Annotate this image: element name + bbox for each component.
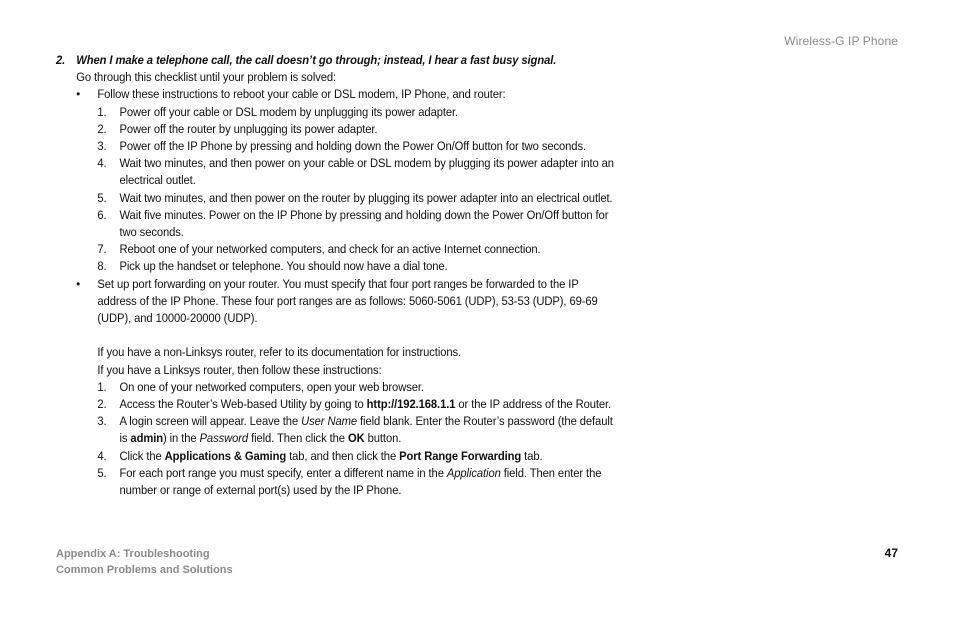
step-number: 3.: [97, 414, 107, 429]
text-run: button.: [364, 431, 402, 446]
footer-section-info: [56, 546, 233, 578]
step-number: 8.: [97, 259, 107, 274]
step-text: [119, 465, 617, 499]
reboot-step: [56, 121, 617, 138]
question-number: 2.: [56, 53, 66, 67]
spacer: [56, 327, 617, 344]
tab-name-applications-gaming: Applications & Gaming: [164, 448, 287, 463]
step-number: 1.: [97, 379, 107, 394]
linksys-step: [56, 379, 617, 396]
text-run: field. Then enter the number or range of external port(s) used by the IP Phone.: [119, 465, 602, 498]
reboot-step: [56, 258, 617, 275]
router-url: http://192.168.1.1: [366, 397, 456, 412]
step-number: 6.: [97, 207, 107, 222]
text-run: For each port range you must specify, enter a different name in the: [119, 465, 447, 480]
page-content: [56, 52, 617, 499]
non-linksys-note: If you have a non-Linksys router, refer to its documentation for instructions.: [97, 345, 462, 360]
linksys-step: [56, 396, 617, 413]
reboot-step: [56, 155, 617, 189]
step-number: 7.: [97, 242, 107, 257]
step-number: 4.: [97, 448, 107, 463]
step-number: 4.: [97, 156, 107, 171]
field-name-application: Application: [446, 465, 501, 480]
text-run: tab.: [521, 448, 543, 463]
bullet-text: Follow these instructions to reboot your cable or DSL modem, IP Phone, and router:: [97, 87, 506, 102]
reboot-step: [56, 241, 617, 258]
step-text: Power off the IP Phone by pressing and holding down the Power On/Off button for two seconds.: [119, 139, 586, 154]
linksys-step: [56, 413, 617, 447]
question-heading: [56, 52, 617, 69]
step-text: [119, 396, 617, 413]
step-text: Reboot one of your networked computers, and check for an active Internet connection.: [119, 242, 541, 257]
reboot-step: [56, 138, 617, 155]
footer-appendix-title: Appendix A: Troubleshooting: [56, 548, 210, 560]
step-number: 1.: [97, 104, 107, 119]
step-number: 5.: [97, 465, 107, 480]
step-text: Pick up the handset or telephone. You should now have a dial tone.: [119, 259, 448, 274]
question-title: When I make a telephone call, the call doesn’t go through; instead, I hear a fast busy signal.: [76, 53, 557, 67]
step-text: Wait two minutes, and then power on the router by plugging its power adapter into an electrical outlet.: [119, 190, 613, 205]
step-number: 5.: [97, 190, 107, 205]
bullet-text: Set up port forwarding on your router. You must specify that four port ranges be forwarded to the IP address of the IP Phone. These four port ranges are as follows: 5060-5061 (UDP), 53-53 (UDP), 69-69 (UDP), and 10000-20000 (UDP).: [97, 276, 598, 326]
step-number: 2.: [97, 397, 107, 412]
text-run: Click the: [119, 448, 165, 463]
step-text: Power off the router by unplugging its power adapter.: [119, 121, 378, 136]
text-run: field blank. Enter the Router’s password (the default is: [119, 414, 613, 446]
text-run: A login screen will appear. Leave the: [119, 414, 302, 429]
bullet-symbol: •: [76, 276, 81, 291]
reboot-step: [56, 207, 617, 241]
step-text: On one of your networked computers, open your web browser.: [119, 379, 424, 394]
page-number: 47: [884, 546, 898, 560]
bullet-port-forwarding: [56, 276, 617, 328]
reboot-step: [56, 190, 617, 207]
reboot-step: [56, 104, 617, 121]
step-text: Wait two minutes, and then power on your cable or DSL modem by plugging its power adapter into an electrical outlet.: [119, 156, 614, 188]
header-product-title: Wireless-G IP Phone: [784, 34, 898, 48]
step-number: 2.: [97, 121, 107, 136]
tab-name-port-range-forwarding: Port Range Forwarding: [399, 448, 522, 463]
step-text: Wait five minutes. Power on the IP Phone by pressing and holding down the Power On/Off button for two seconds.: [119, 207, 609, 240]
text-run: or the IP address of the Router.: [455, 397, 612, 412]
text-run: Access the Router’s Web-based Utility by going to: [119, 397, 367, 412]
linksys-step: [56, 465, 617, 499]
bullet-reboot: [56, 86, 617, 103]
ok-button-label: OK: [347, 431, 365, 446]
intro-text: Go through this checklist until your problem is solved:: [76, 70, 337, 85]
step-text: [119, 448, 617, 465]
linksys-note: If you have a Linksys router, then follow these instructions:: [97, 362, 382, 377]
step-number: 3.: [97, 139, 107, 154]
text-run: ) in the: [162, 431, 200, 446]
step-text: Power off your cable or DSL modem by unplugging its power adapter.: [119, 104, 459, 119]
text-run: field. Then click the: [248, 431, 348, 446]
footer-section-title: Common Problems and Solutions: [56, 564, 233, 576]
default-password: admin: [130, 431, 163, 446]
linksys-step: [56, 448, 617, 465]
field-name-password: Password: [199, 431, 249, 446]
bullet-symbol: •: [76, 87, 81, 102]
field-name-username: User Name: [301, 414, 357, 429]
step-text: [119, 413, 617, 447]
text-run: tab, and then click the: [286, 448, 400, 463]
